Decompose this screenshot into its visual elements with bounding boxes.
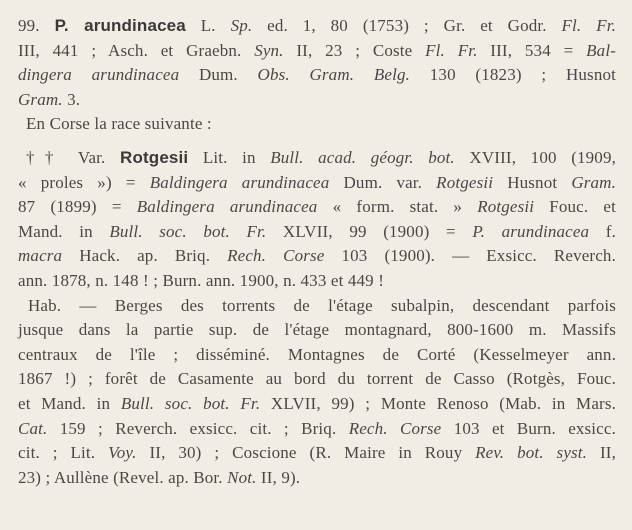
italic-text-run: Rech. Corse (348, 418, 442, 438)
italic-text-run: macra (18, 246, 63, 266)
text-run: 103 (1900). — Exsicc. Reverch. (324, 246, 616, 266)
text-run: XLVII, 99 (1900) = (266, 221, 473, 241)
italic-text-run: Sp. (230, 16, 253, 35)
text-line (18, 88, 616, 113)
text-run: †† Var. (26, 147, 121, 167)
text-line (18, 466, 616, 491)
text-run: 159 ; Reverch. exsicc. cit. ; Briq. (47, 418, 349, 438)
text-run: 103 et Burn. exsicc. (441, 418, 616, 438)
text-run: En Corse la race suivante : (26, 114, 212, 134)
text-line (18, 392, 616, 417)
italic-text-run: Cat. (18, 418, 48, 438)
text-line (18, 171, 616, 196)
italic-text-run: Syn. (254, 40, 284, 60)
italic-text-run: Gram. (571, 172, 616, 192)
text-run: cit. ; Lit. (18, 443, 109, 463)
text-run: Hack. ap. Briq. (62, 246, 228, 266)
text-run: centraux de l'île ; disséminé. Montagnes de Corté (Kesselmeyer ann. (18, 344, 616, 364)
italic-text-run: Bal- (586, 40, 617, 60)
text-run: jusque dans la partie sup. de l'étage montagnard, 800-1600 m. Massifs (18, 320, 616, 340)
text-run: II, 23 ; Coste (283, 40, 426, 60)
bold-text-run: P. arundinacea (54, 16, 186, 35)
italic-text-run: Rech. Corse (227, 246, 325, 266)
text-run: Mand. in (18, 221, 110, 241)
text-run: Dum. (179, 65, 258, 85)
text-run: 3. (62, 89, 81, 109)
text-line (18, 441, 616, 466)
italic-text-run: Rotgesii (436, 172, 494, 192)
text-run: 87 (1899) = (18, 197, 137, 217)
text-line (18, 294, 616, 319)
text-run: XVIII, 100 (1909, (454, 147, 617, 167)
italic-text-run: Gram. (18, 89, 63, 109)
text-run: « proles ») = (18, 172, 150, 192)
text-line (18, 220, 616, 245)
text-run: III, 441 ; Asch. et Graebn. (18, 40, 255, 60)
text-line (18, 417, 616, 442)
text-line (18, 343, 616, 368)
italic-text-run: Fl. Fr. (425, 40, 478, 60)
text-line (18, 146, 616, 171)
italic-text-run: Rev. bot. syst. (475, 443, 588, 463)
text-run: ann. 1878, n. 148 ! ; Burn. ann. 1900, n. 433 et 449 ! (18, 270, 385, 290)
text-line (18, 112, 616, 137)
text-run: Fouc. et (534, 197, 617, 217)
text-run: f. (589, 221, 617, 241)
italic-text-run: Bull. soc. bot. Fr. (109, 221, 267, 241)
text-line (18, 244, 616, 269)
text-run: Husnot (493, 172, 572, 192)
text-run: L. (185, 16, 231, 35)
text-run: Dum. var. (329, 172, 437, 192)
italic-text-run: dingera arundinacea (18, 65, 180, 85)
text-line (18, 269, 616, 294)
italic-text-run: Not. (227, 467, 257, 487)
italic-text-run: Baldingera arundinacea (136, 197, 318, 217)
text-run: Hab. — Berges des torrents de l'étage subalpin, descendant parfois (28, 295, 616, 315)
italic-text-run: Baldingera arundinacea (149, 172, 330, 192)
text-run: 99. (18, 16, 55, 35)
italic-text-run: Obs. Gram. Belg. (257, 65, 411, 85)
text-run: 23) ; Aullène (Revel. ap. Bor. (18, 467, 228, 487)
italic-text-run: P. arundinacea (472, 221, 590, 241)
italic-text-run: Voy. (108, 443, 137, 463)
text-run: 1867 !) ; forêt de Casamente au bord du torrent de Casso (Rotgès, Fouc. (18, 369, 616, 389)
italic-text-run: Rotgesii (477, 197, 535, 217)
bold-text-run: Rotgesii (120, 147, 189, 167)
text-run: « form. stat. » (317, 197, 478, 217)
italic-text-run: Fl. Fr. (561, 16, 617, 35)
text-run: XLVII, 99) ; Monte Renoso (Mab. in Mars. (260, 393, 616, 413)
text-line (18, 318, 616, 343)
text-run: ed. 1, 80 (1753) ; Gr. et Godr. (252, 16, 562, 35)
text-run: II, 30) ; Coscione (R. Maire in Rouy (136, 443, 476, 463)
italic-text-run: Bull. soc. bot. Fr. (120, 393, 261, 413)
text-run: 130 (1823) ; Husnot (410, 65, 616, 85)
text-run: II, 9). (256, 467, 301, 487)
text-line (18, 63, 616, 88)
text-run: II, (587, 443, 616, 463)
text-line (18, 14, 616, 39)
text-line (18, 39, 616, 64)
text-line (18, 367, 616, 392)
text-run: Lit. in (188, 147, 271, 167)
text-line (18, 195, 616, 220)
text-run: et Mand. in (18, 393, 121, 413)
text-run: III, 534 = (477, 40, 587, 60)
italic-text-run: Bull. acad. géogr. bot. (270, 147, 455, 167)
